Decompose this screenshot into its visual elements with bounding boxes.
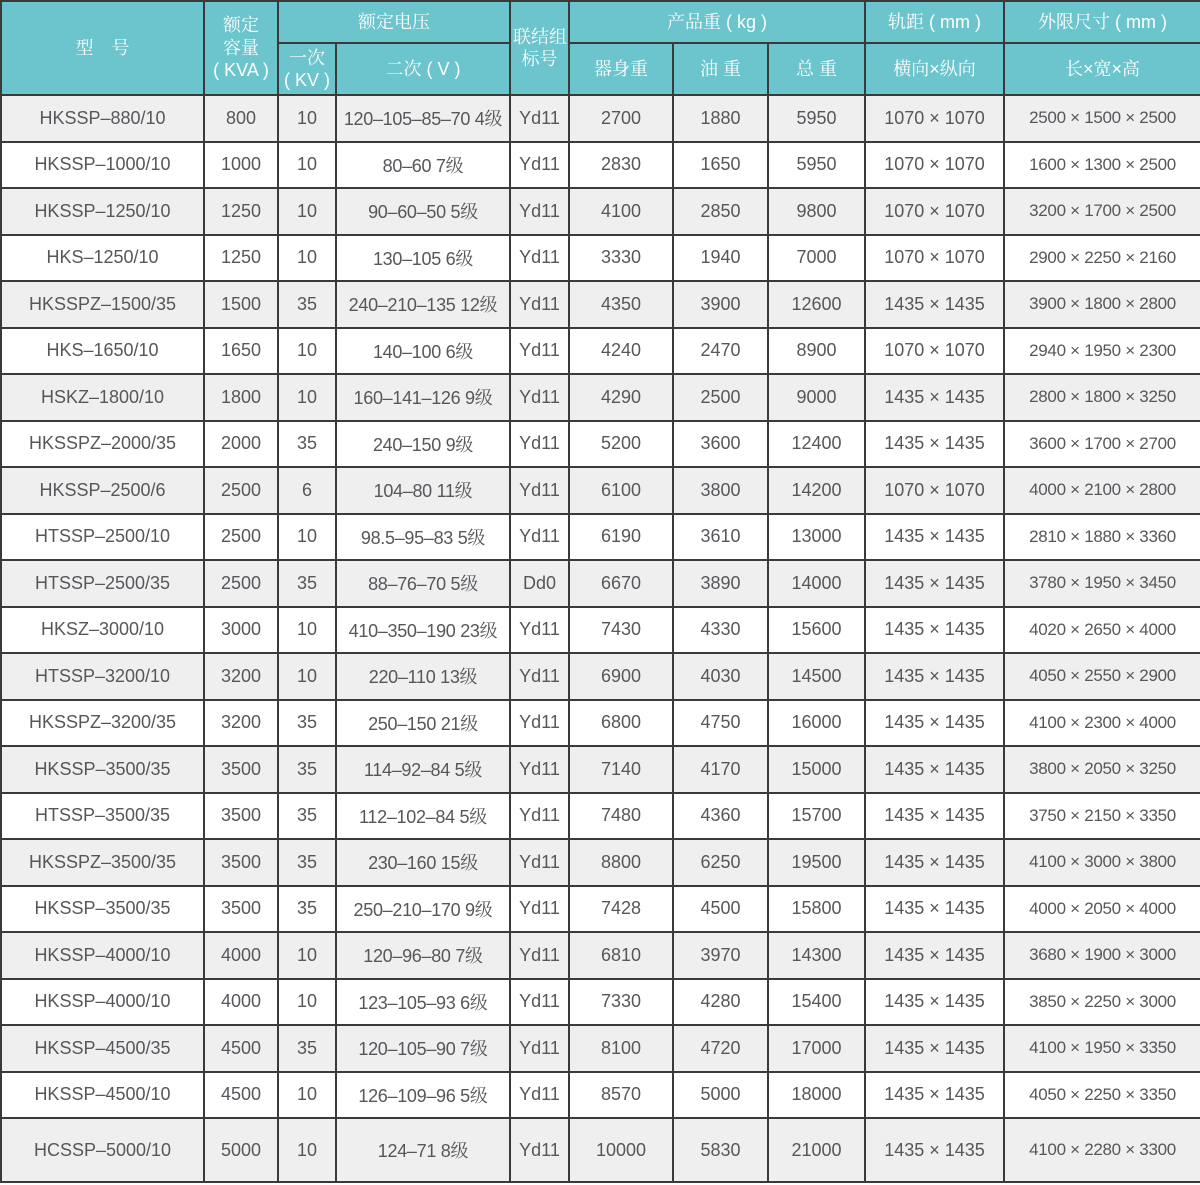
cell-model: HCSSP–5000/10	[1, 1118, 204, 1182]
table-row	[1, 235, 1200, 282]
cell-total-weight: 12400	[768, 421, 865, 468]
header-rated-capacity	[204, 1, 278, 95]
cell-oil-weight: 1650	[673, 142, 768, 189]
cell-primary-kv: 10	[278, 188, 336, 235]
cell-gauge: 1435 × 1435	[865, 1025, 1004, 1072]
cell-oil-weight: 6250	[673, 839, 768, 886]
cell-connection: Yd11	[510, 188, 569, 235]
cell-model: HKSSPZ–3200/35	[1, 700, 204, 747]
cell-oil-weight: 2470	[673, 328, 768, 375]
cell-primary-kv: 10	[278, 607, 336, 654]
cell-body-weight: 3330	[569, 235, 673, 282]
cell-model: HKSSPZ–3500/35	[1, 839, 204, 886]
cell-oil-weight: 1880	[673, 95, 768, 142]
cell-gauge: 1435 × 1435	[865, 653, 1004, 700]
cell-total-weight: 14300	[768, 932, 865, 979]
cell-model: HKSSP–4500/35	[1, 1025, 204, 1072]
header-rated-capacity-unit: ( KVA )	[213, 60, 269, 81]
cell-body-weight: 7428	[569, 886, 673, 933]
cell-secondary-v: 220–110 13级	[336, 653, 510, 700]
cell-body-weight: 7140	[569, 746, 673, 793]
cell-total-weight: 8900	[768, 328, 865, 375]
cell-capacity: 3200	[204, 700, 278, 747]
cell-connection: Yd11	[510, 932, 569, 979]
table-row	[1, 328, 1200, 375]
cell-total-weight: 18000	[768, 1072, 865, 1119]
table-row	[1, 653, 1200, 700]
table-row	[1, 188, 1200, 235]
cell-model: HTSSP–3500/35	[1, 793, 204, 840]
cell-secondary-v: 112–102–84 5级	[336, 793, 510, 840]
cell-body-weight: 4350	[569, 281, 673, 328]
cell-capacity: 1800	[204, 374, 278, 421]
header-secondary-voltage: 二次 ( V )	[336, 43, 510, 95]
cell-dimensions: 4100 × 2280 × 3300	[1004, 1118, 1200, 1182]
header-primary-unit: ( KV )	[283, 70, 330, 90]
cell-dimensions: 1600 × 1300 × 2500	[1004, 142, 1200, 189]
cell-dimensions: 3600 × 1700 × 2700	[1004, 421, 1200, 468]
cell-dimensions: 3800 × 2050 × 3250	[1004, 746, 1200, 793]
cell-capacity: 3000	[204, 607, 278, 654]
cell-dimensions: 2800 × 1800 × 3250	[1004, 374, 1200, 421]
cell-gauge: 1435 × 1435	[865, 514, 1004, 561]
cell-secondary-v: 123–105–93 6级	[336, 979, 510, 1026]
cell-model: HKSSP–2500/6	[1, 467, 204, 514]
cell-gauge: 1435 × 1435	[865, 421, 1004, 468]
cell-secondary-v: 124–71 8级	[336, 1118, 510, 1182]
cell-capacity: 1250	[204, 235, 278, 282]
header-product-weight: 产品重 ( kg )	[569, 1, 865, 43]
cell-oil-weight: 4720	[673, 1025, 768, 1072]
cell-dimensions: 2500 × 1500 × 2500	[1004, 95, 1200, 142]
cell-total-weight: 15400	[768, 979, 865, 1026]
cell-secondary-v: 120–96–80 7级	[336, 932, 510, 979]
cell-capacity: 1250	[204, 188, 278, 235]
cell-dimensions: 3200 × 1700 × 2500	[1004, 188, 1200, 235]
cell-dimensions: 4100 × 1950 × 3350	[1004, 1025, 1200, 1072]
cell-oil-weight: 4280	[673, 979, 768, 1026]
cell-model: HKSSP–4000/10	[1, 979, 204, 1026]
cell-connection: Yd11	[510, 514, 569, 561]
cell-gauge: 1435 × 1435	[865, 793, 1004, 840]
cell-secondary-v: 104–80 11级	[336, 467, 510, 514]
header-primary-line1: 一次	[289, 47, 325, 68]
cell-gauge: 1435 × 1435	[865, 1072, 1004, 1119]
cell-primary-kv: 10	[278, 1118, 336, 1182]
cell-model: HTSSP–2500/10	[1, 514, 204, 561]
cell-oil-weight: 4750	[673, 700, 768, 747]
cell-secondary-v: 240–150 9级	[336, 421, 510, 468]
cell-primary-kv: 10	[278, 95, 336, 142]
cell-secondary-v: 230–160 15级	[336, 839, 510, 886]
header-connection-line1: 联结组	[513, 26, 567, 47]
cell-connection: Yd11	[510, 607, 569, 654]
cell-secondary-v: 160–141–126 9级	[336, 374, 510, 421]
cell-total-weight: 16000	[768, 700, 865, 747]
cell-capacity: 3500	[204, 839, 278, 886]
cell-oil-weight: 4360	[673, 793, 768, 840]
cell-primary-kv: 10	[278, 514, 336, 561]
cell-capacity: 2500	[204, 560, 278, 607]
cell-model: HSKZ–1800/10	[1, 374, 204, 421]
cell-gauge: 1070 × 1070	[865, 142, 1004, 189]
cell-body-weight: 6900	[569, 653, 673, 700]
cell-total-weight: 9000	[768, 374, 865, 421]
cell-secondary-v: 126–109–96 5级	[336, 1072, 510, 1119]
table-row	[1, 281, 1200, 328]
table-row	[1, 793, 1200, 840]
cell-body-weight: 2700	[569, 95, 673, 142]
cell-secondary-v: 140–100 6级	[336, 328, 510, 375]
cell-capacity: 4000	[204, 932, 278, 979]
cell-body-weight: 8100	[569, 1025, 673, 1072]
cell-total-weight: 12600	[768, 281, 865, 328]
cell-primary-kv: 10	[278, 653, 336, 700]
cell-secondary-v: 114–92–84 5级	[336, 746, 510, 793]
cell-dimensions: 4100 × 3000 × 3800	[1004, 839, 1200, 886]
header-rated-capacity-line1: 额定	[223, 15, 259, 36]
cell-connection: Yd11	[510, 700, 569, 747]
table-row	[1, 142, 1200, 189]
cell-connection: Yd11	[510, 793, 569, 840]
cell-oil-weight: 5000	[673, 1072, 768, 1119]
cell-oil-weight: 1940	[673, 235, 768, 282]
cell-gauge: 1070 × 1070	[865, 467, 1004, 514]
cell-gauge: 1435 × 1435	[865, 1118, 1004, 1182]
cell-capacity: 800	[204, 95, 278, 142]
cell-dimensions: 4000 × 2100 × 2800	[1004, 467, 1200, 514]
cell-primary-kv: 35	[278, 886, 336, 933]
table-row	[1, 700, 1200, 747]
cell-oil-weight: 3800	[673, 467, 768, 514]
cell-primary-kv: 35	[278, 839, 336, 886]
cell-oil-weight: 5830	[673, 1118, 768, 1182]
cell-body-weight: 10000	[569, 1118, 673, 1182]
cell-primary-kv: 6	[278, 467, 336, 514]
cell-total-weight: 14500	[768, 653, 865, 700]
cell-primary-kv: 10	[278, 1072, 336, 1119]
cell-secondary-v: 90–60–50 5级	[336, 188, 510, 235]
cell-oil-weight: 3890	[673, 560, 768, 607]
cell-primary-kv: 35	[278, 281, 336, 328]
table-row	[1, 932, 1200, 979]
cell-model: HKS–1650/10	[1, 328, 204, 375]
header-dims-sub: 长×宽×高	[1004, 43, 1200, 95]
cell-secondary-v: 120–105–90 7级	[336, 1025, 510, 1072]
cell-body-weight: 7480	[569, 793, 673, 840]
cell-gauge: 1435 × 1435	[865, 374, 1004, 421]
table-row	[1, 514, 1200, 561]
cell-body-weight: 7430	[569, 607, 673, 654]
cell-gauge: 1435 × 1435	[865, 746, 1004, 793]
cell-dimensions: 3850 × 2250 × 3000	[1004, 979, 1200, 1026]
cell-total-weight: 15600	[768, 607, 865, 654]
cell-oil-weight: 3600	[673, 421, 768, 468]
cell-dimensions: 2810 × 1880 × 3360	[1004, 514, 1200, 561]
cell-body-weight: 7330	[569, 979, 673, 1026]
table-row	[1, 607, 1200, 654]
cell-body-weight: 6800	[569, 700, 673, 747]
cell-dimensions: 4050 × 2250 × 3350	[1004, 1072, 1200, 1119]
cell-dimensions: 2940 × 1950 × 2300	[1004, 328, 1200, 375]
cell-body-weight: 4290	[569, 374, 673, 421]
cell-total-weight: 15800	[768, 886, 865, 933]
header-connection-group	[510, 1, 569, 95]
table-row	[1, 979, 1200, 1026]
header-total-weight: 总 重	[768, 43, 865, 95]
cell-primary-kv: 10	[278, 979, 336, 1026]
cell-capacity: 2000	[204, 421, 278, 468]
cell-connection: Yd11	[510, 374, 569, 421]
cell-total-weight: 14200	[768, 467, 865, 514]
cell-dimensions: 4000 × 2050 × 4000	[1004, 886, 1200, 933]
cell-primary-kv: 35	[278, 421, 336, 468]
cell-connection: Yd11	[510, 281, 569, 328]
cell-capacity: 4500	[204, 1025, 278, 1072]
cell-total-weight: 7000	[768, 235, 865, 282]
cell-connection: Yd11	[510, 328, 569, 375]
cell-secondary-v: 98.5–95–83 5级	[336, 514, 510, 561]
cell-gauge: 1435 × 1435	[865, 700, 1004, 747]
cell-primary-kv: 10	[278, 374, 336, 421]
cell-primary-kv: 35	[278, 793, 336, 840]
cell-gauge: 1435 × 1435	[865, 560, 1004, 607]
cell-gauge: 1435 × 1435	[865, 932, 1004, 979]
cell-primary-kv: 10	[278, 235, 336, 282]
cell-primary-kv: 10	[278, 142, 336, 189]
cell-capacity: 4000	[204, 979, 278, 1026]
cell-capacity: 1500	[204, 281, 278, 328]
cell-model: HKSSPZ–1500/35	[1, 281, 204, 328]
cell-capacity: 3200	[204, 653, 278, 700]
cell-secondary-v: 250–210–170 9级	[336, 886, 510, 933]
cell-capacity: 2500	[204, 514, 278, 561]
cell-connection: Yd11	[510, 467, 569, 514]
cell-gauge: 1435 × 1435	[865, 886, 1004, 933]
cell-capacity: 3500	[204, 886, 278, 933]
cell-model: HKSSP–1250/10	[1, 188, 204, 235]
table-row	[1, 1118, 1200, 1182]
cell-primary-kv: 35	[278, 700, 336, 747]
cell-primary-kv: 35	[278, 1025, 336, 1072]
cell-total-weight: 13000	[768, 514, 865, 561]
cell-secondary-v: 250–150 21级	[336, 700, 510, 747]
cell-model: HTSSP–2500/35	[1, 560, 204, 607]
header-primary-voltage	[278, 43, 336, 95]
table-row	[1, 746, 1200, 793]
cell-body-weight: 6810	[569, 932, 673, 979]
cell-body-weight: 6670	[569, 560, 673, 607]
cell-connection: Yd11	[510, 1118, 569, 1182]
cell-connection: Yd11	[510, 886, 569, 933]
cell-model: HKS–1250/10	[1, 235, 204, 282]
cell-capacity: 1000	[204, 142, 278, 189]
cell-oil-weight: 2850	[673, 188, 768, 235]
cell-secondary-v: 240–210–135 12级	[336, 281, 510, 328]
table-row	[1, 374, 1200, 421]
cell-model: HKSSP–880/10	[1, 95, 204, 142]
cell-body-weight: 2830	[569, 142, 673, 189]
cell-connection: Yd11	[510, 653, 569, 700]
cell-dimensions: 4020 × 2650 × 4000	[1004, 607, 1200, 654]
cell-body-weight: 8800	[569, 839, 673, 886]
cell-dimensions: 2900 × 2250 × 2160	[1004, 235, 1200, 282]
cell-secondary-v: 80–60 7级	[336, 142, 510, 189]
cell-body-weight: 5200	[569, 421, 673, 468]
cell-oil-weight: 3900	[673, 281, 768, 328]
cell-secondary-v: 120–105–85–70 4级	[336, 95, 510, 142]
cell-connection: Yd11	[510, 142, 569, 189]
cell-oil-weight: 4500	[673, 886, 768, 933]
cell-capacity: 4500	[204, 1072, 278, 1119]
cell-gauge: 1070 × 1070	[865, 95, 1004, 142]
cell-capacity: 5000	[204, 1118, 278, 1182]
cell-model: HKSSP–3500/35	[1, 746, 204, 793]
cell-capacity: 2500	[204, 467, 278, 514]
cell-connection: Yd11	[510, 421, 569, 468]
cell-body-weight: 8570	[569, 1072, 673, 1119]
cell-primary-kv: 10	[278, 328, 336, 375]
cell-dimensions: 4100 × 2300 × 4000	[1004, 700, 1200, 747]
cell-dimensions: 3780 × 1950 × 3450	[1004, 560, 1200, 607]
cell-gauge: 1435 × 1435	[865, 281, 1004, 328]
table-row	[1, 467, 1200, 514]
header-rated-capacity-line2: 容量	[223, 37, 259, 58]
table-header	[1, 1, 1200, 95]
cell-total-weight: 14000	[768, 560, 865, 607]
cell-oil-weight: 2500	[673, 374, 768, 421]
cell-secondary-v: 88–76–70 5级	[336, 560, 510, 607]
cell-primary-kv: 35	[278, 746, 336, 793]
cell-oil-weight: 3610	[673, 514, 768, 561]
cell-oil-weight: 4330	[673, 607, 768, 654]
cell-oil-weight: 3970	[673, 932, 768, 979]
cell-gauge: 1070 × 1070	[865, 188, 1004, 235]
header-rated-voltage: 额定电压	[278, 1, 510, 43]
header-model: 型 号	[1, 1, 204, 95]
cell-dimensions: 3680 × 1900 × 3000	[1004, 932, 1200, 979]
cell-primary-kv: 10	[278, 932, 336, 979]
cell-oil-weight: 4030	[673, 653, 768, 700]
cell-total-weight: 19500	[768, 839, 865, 886]
cell-connection: Dd0	[510, 560, 569, 607]
cell-total-weight: 21000	[768, 1118, 865, 1182]
cell-connection: Yd11	[510, 746, 569, 793]
cell-body-weight: 6190	[569, 514, 673, 561]
cell-total-weight: 5950	[768, 95, 865, 142]
table-row	[1, 421, 1200, 468]
cell-model: HKSSP–1000/10	[1, 142, 204, 189]
header-gauge-sub: 横向×纵向	[865, 43, 1004, 95]
cell-connection: Yd11	[510, 1072, 569, 1119]
table-row	[1, 886, 1200, 933]
cell-model: HKSZ–3000/10	[1, 607, 204, 654]
cell-total-weight: 17000	[768, 1025, 865, 1072]
header-connection-line2: 标号	[521, 49, 558, 69]
cell-model: HKSSP–3500/35	[1, 886, 204, 933]
header-oil-weight: 油 重	[673, 43, 768, 95]
cell-total-weight: 15000	[768, 746, 865, 793]
cell-total-weight: 5950	[768, 142, 865, 189]
cell-model: HKSSP–4500/10	[1, 1072, 204, 1119]
cell-total-weight: 9800	[768, 188, 865, 235]
cell-capacity: 3500	[204, 793, 278, 840]
cell-connection: Yd11	[510, 979, 569, 1026]
cell-body-weight: 4240	[569, 328, 673, 375]
header-outer-dimensions: 外限尺寸 ( mm )	[1004, 1, 1200, 43]
cell-gauge: 1435 × 1435	[865, 607, 1004, 654]
cell-total-weight: 15700	[768, 793, 865, 840]
cell-secondary-v: 410–350–190 23级	[336, 607, 510, 654]
cell-oil-weight: 4170	[673, 746, 768, 793]
cell-model: HKSSPZ–2000/35	[1, 421, 204, 468]
cell-gauge: 1070 × 1070	[865, 235, 1004, 282]
cell-body-weight: 6100	[569, 467, 673, 514]
table-row	[1, 95, 1200, 142]
cell-secondary-v: 130–105 6级	[336, 235, 510, 282]
header-body-weight: 器身重	[569, 43, 673, 95]
cell-dimensions: 4050 × 2550 × 2900	[1004, 653, 1200, 700]
cell-primary-kv: 35	[278, 560, 336, 607]
cell-body-weight: 4100	[569, 188, 673, 235]
table-body	[1, 95, 1200, 1182]
cell-model: HTSSP–3200/10	[1, 653, 204, 700]
cell-connection: Yd11	[510, 839, 569, 886]
cell-gauge: 1435 × 1435	[865, 839, 1004, 886]
cell-dimensions: 3900 × 1800 × 2800	[1004, 281, 1200, 328]
cell-gauge: 1070 × 1070	[865, 328, 1004, 375]
cell-connection: Yd11	[510, 95, 569, 142]
cell-connection: Yd11	[510, 1025, 569, 1072]
header-track-gauge: 轨距 ( mm )	[865, 1, 1004, 43]
cell-capacity: 1650	[204, 328, 278, 375]
table-row	[1, 1072, 1200, 1119]
cell-model: HKSSP–4000/10	[1, 932, 204, 979]
table-row	[1, 560, 1200, 607]
cell-gauge: 1435 × 1435	[865, 979, 1004, 1026]
table-row	[1, 1025, 1200, 1072]
cell-capacity: 3500	[204, 746, 278, 793]
cell-connection: Yd11	[510, 235, 569, 282]
table-row	[1, 839, 1200, 886]
cell-dimensions: 3750 × 2150 × 3350	[1004, 793, 1200, 840]
